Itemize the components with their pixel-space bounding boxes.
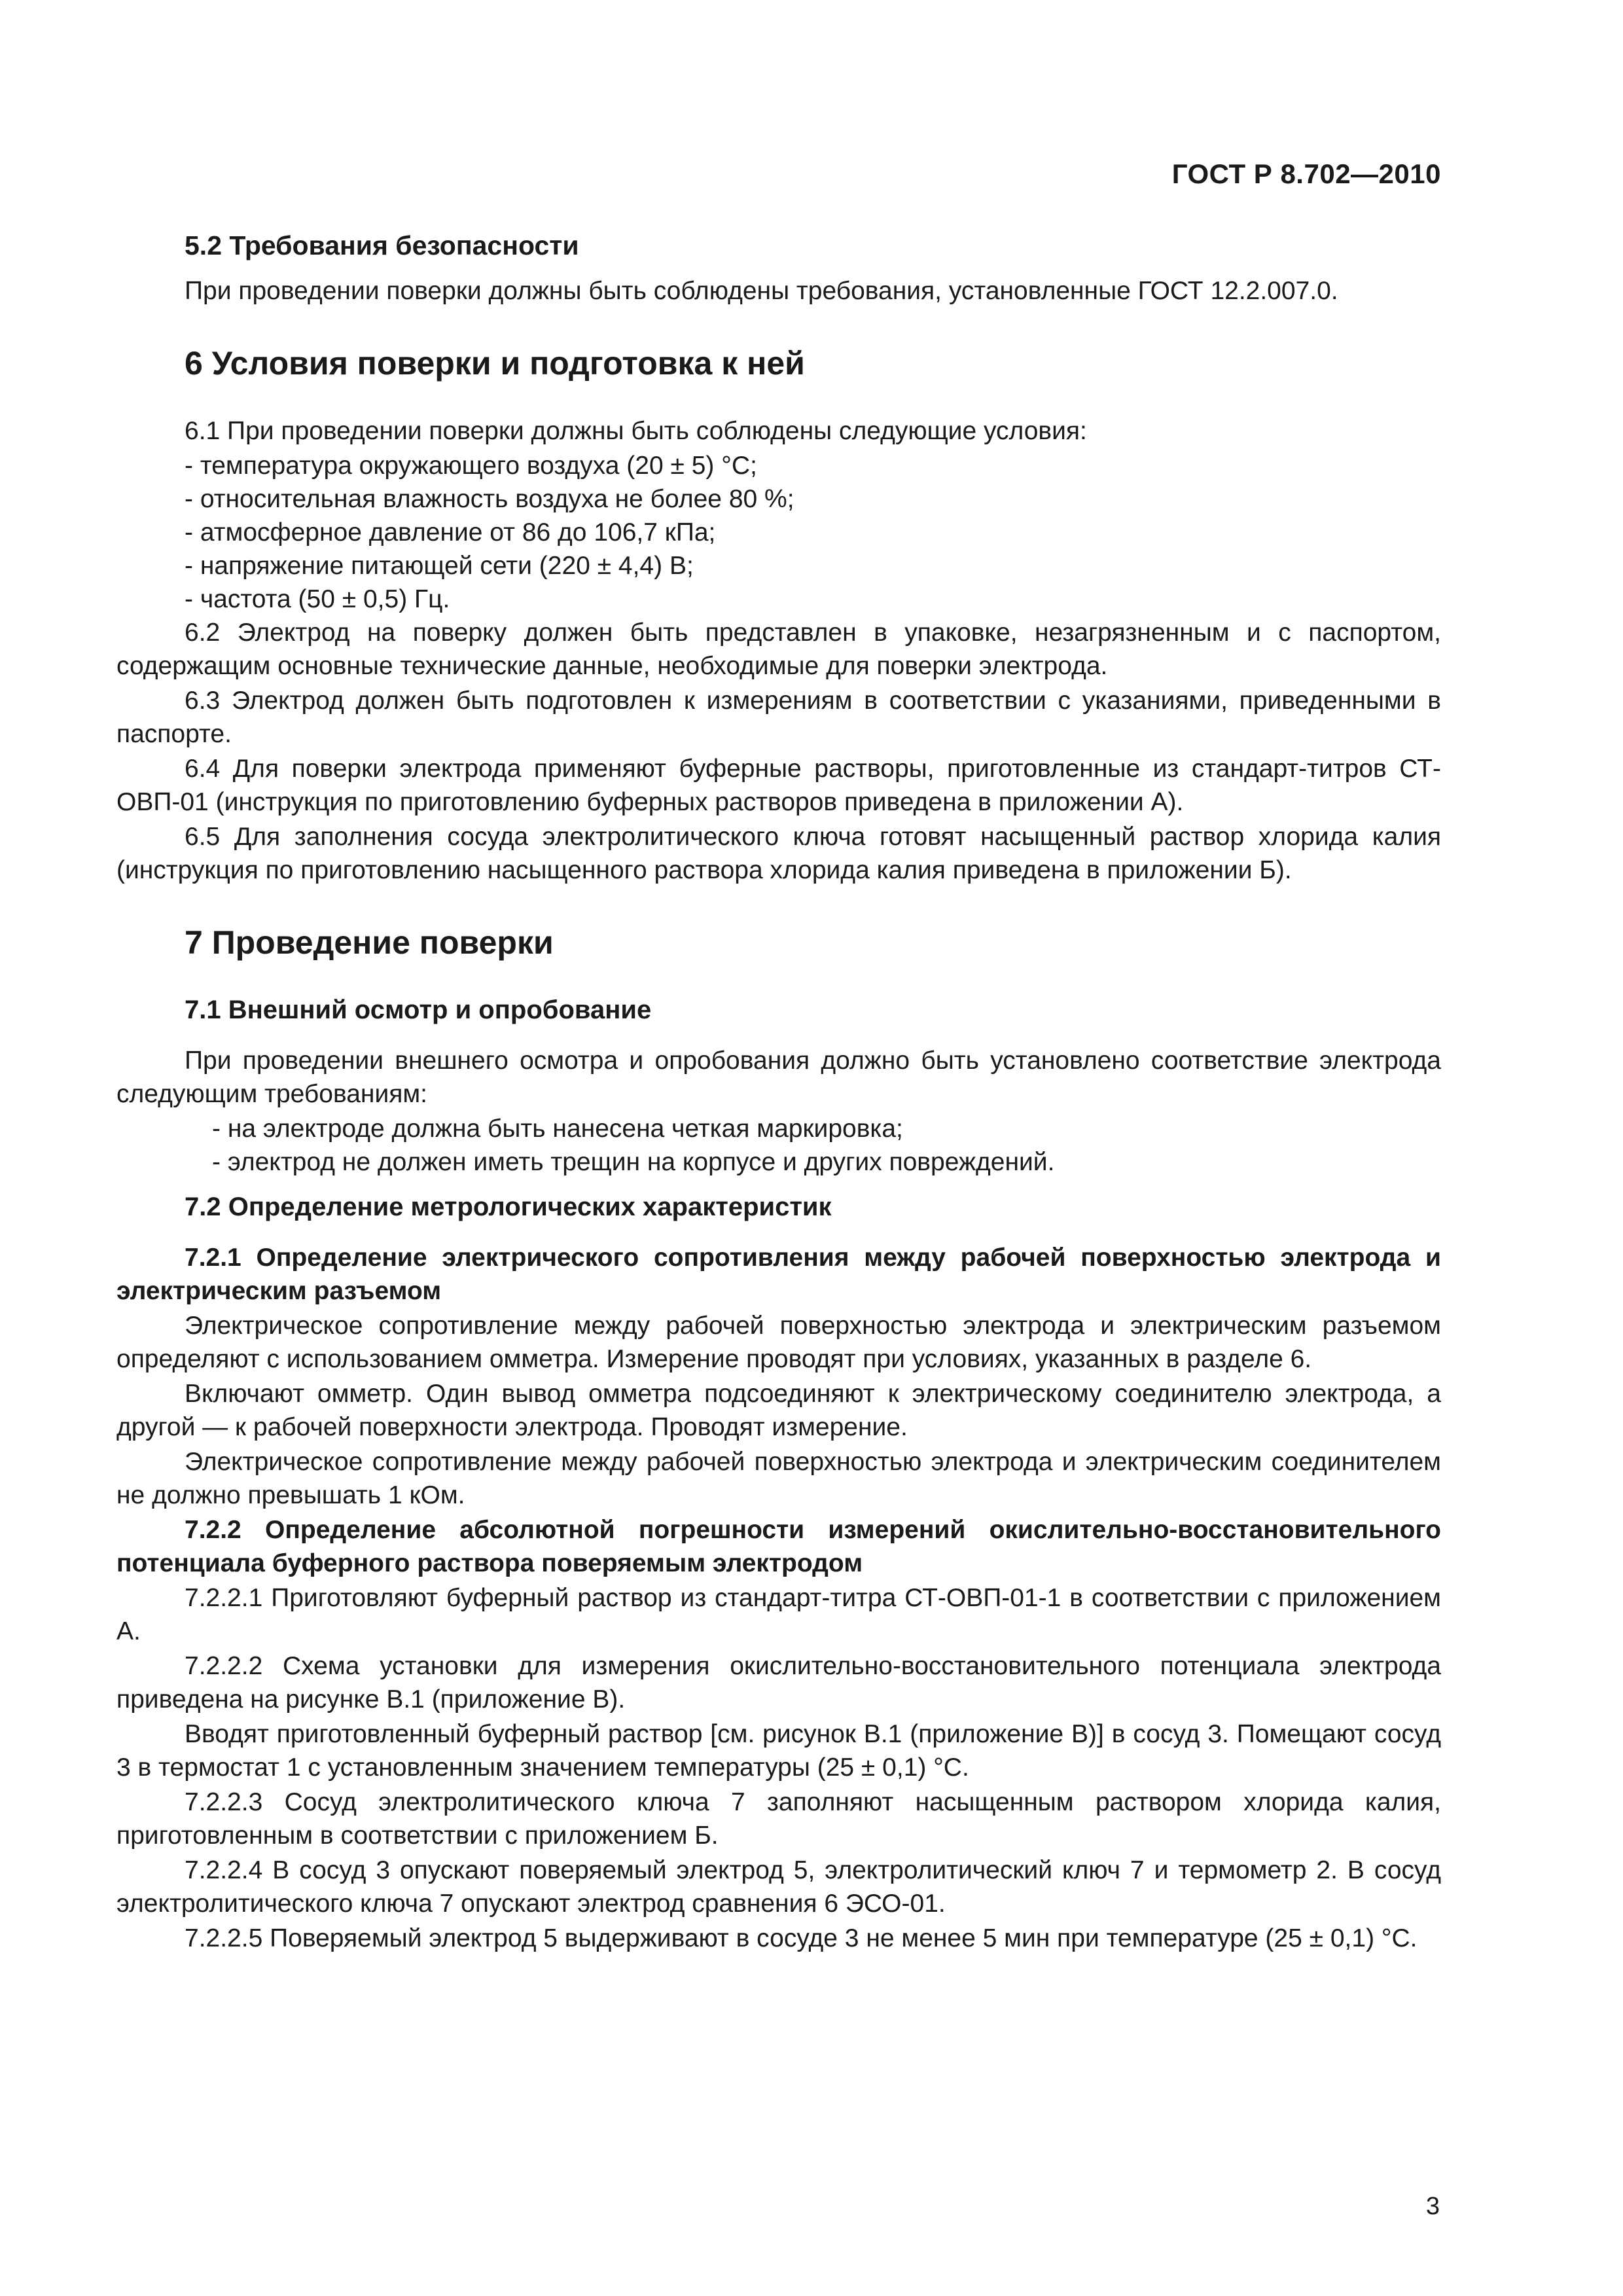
paragraph-7-2-1-a: Электрическое сопротивление между рабочей поверхностью электрода и электрическим разъемом определяют с использованием омметра. Измерение проводят при условиях, указанных в разделе 6. <box>116 1312 1441 1373</box>
section-5-2-text: При проведении поверки должны быть соблюдены требования, установленные ГОСТ 12.2.007.0. <box>185 277 1338 305</box>
paragraph-7-2-2-4: 7.2.2.4 В сосуд 3 опускают поверяемый электрод 5, электролитический ключ 7 и термометр 2. В сосуд электролитического ключа 7 опускают электрод сравнения 6 ЭСО-01. <box>116 1856 1441 1918</box>
section-7-2-2-heading: 7.2.2 Определение абсолютной погрешности измерений окислительно-восстановительного потенциала буферного раствора поверяемым электродом <box>116 1516 1441 1577</box>
section-7-heading: 7 Проведение поверки <box>185 924 554 961</box>
paragraph-6-2: 6.2 Электрод на поверку должен быть представлен в упаковке, незагрязненным и с паспортом, содержащим основные технические данные, необходимые для поверки электрода. <box>116 619 1441 680</box>
inspection-item-marking: - на электроде должна быть нанесена четкая маркировка; <box>212 1115 903 1143</box>
paragraph-6-4: 6.4 Для поверки электрода применяют буферные растворы, приготовленные из стандарт-титров СТ-ОВП-01 (инструкция по приготовлению буферных растворов приведена в приложении А). <box>116 755 1441 816</box>
paragraph-7-2-1-b: Включают омметр. Один вывод омметра подсоединяют к электрическому соединителю электрода, а другой — к рабочей поверхности электрода. Проводят измерение. <box>116 1380 1441 1441</box>
section-5-2-heading: 5.2 Требования безопасности <box>185 230 579 260</box>
paragraph-7-2-2-3: 7.2.2.3 Сосуд электролитического ключа 7 заполняют насыщенным раствором хлорида калия, приготовленным в соответствии с приложением Б. <box>116 1788 1441 1850</box>
condition-item-frequency: - частота (50 ± 0,5) Гц. <box>185 585 450 613</box>
page-number: 3 <box>1425 2193 1440 2220</box>
paragraph-7-2-2-2-b: Вводят приготовленный буферный раствор [см. рисунок В.1 (приложение В)] в сосуд 3. Помещают сосуд 3 в термостат 1 с установленным значением температуры (25 ± 0,1) °С. <box>116 1720 1441 1782</box>
paragraph-6-5: 6.5 Для заполнения сосуда электролитического ключа готовят насыщенный раствор хлорида калия (инструкция по приготовлению насыщенного раствора хлорида калия приведена в приложении Б). <box>116 823 1441 884</box>
condition-item-pressure: - атмосферное давление от 86 до 106,7 кПа; <box>185 518 716 547</box>
page-content <box>116 229 1441 1956</box>
paragraph-7-2-1-c: Электрическое сопротивление между рабочей поверхностью электрода и электрическим соединителем не должно превышать 1 кОм. <box>116 1448 1441 1509</box>
document-designation: ГОСТ Р 8.702—2010 <box>1171 158 1441 189</box>
paragraph-6-1: 6.1 При проведении поверки должны быть соблюдены следующие условия: <box>185 417 1087 445</box>
paragraph-7-2-2-2: 7.2.2.2 Схема установки для измерения окислительно-восстановительного потенциала электрода приведена на рисунке В.1 (приложение В). <box>116 1652 1441 1713</box>
condition-item-voltage: - напряжение питающей сети (220 ± 4,4) В; <box>185 552 694 580</box>
section-7-1-text: При проведении внешнего осмотра и опробования должно быть установлено соответствие электрода следующим требованиям: <box>116 1047 1441 1108</box>
paragraph-6-3: 6.3 Электрод должен быть подготовлен к измерениям в соответствии с указаниями, приведенными в паспорте. <box>116 687 1441 748</box>
section-7-2-heading: 7.2 Определение метрологических характеристик <box>185 1193 832 1221</box>
section-7-1-heading: 7.1 Внешний осмотр и опробование <box>185 996 652 1024</box>
section-6-heading: 6 Условия поверки и подготовка к ней <box>185 345 805 382</box>
condition-item-humidity: - относительная влажность воздуха не более 80 %; <box>185 485 794 513</box>
section-7-2-1-heading: 7.2.1 Определение электрического сопротивления между рабочей поверхностью электрода и электрическим разъемом <box>116 1244 1441 1305</box>
paragraph-7-2-2-5: 7.2.2.5 Поверяемый электрод 5 выдерживают в сосуде 3 не менее 5 мин при температуре (25 ± 0,1) °С. <box>185 1924 1418 1952</box>
paragraph-7-2-2-1: 7.2.2.1 Приготовляют буферный раствор из стандарт-титра СТ-ОВП-01-1 в соответствии с приложением А. <box>116 1584 1441 1645</box>
condition-item-temperature: - температура окружающего воздуха (20 ± 5) °С; <box>185 452 757 480</box>
inspection-item-damage: - электрод не должен иметь трещин на корпусе и других повреждений. <box>212 1148 1055 1176</box>
